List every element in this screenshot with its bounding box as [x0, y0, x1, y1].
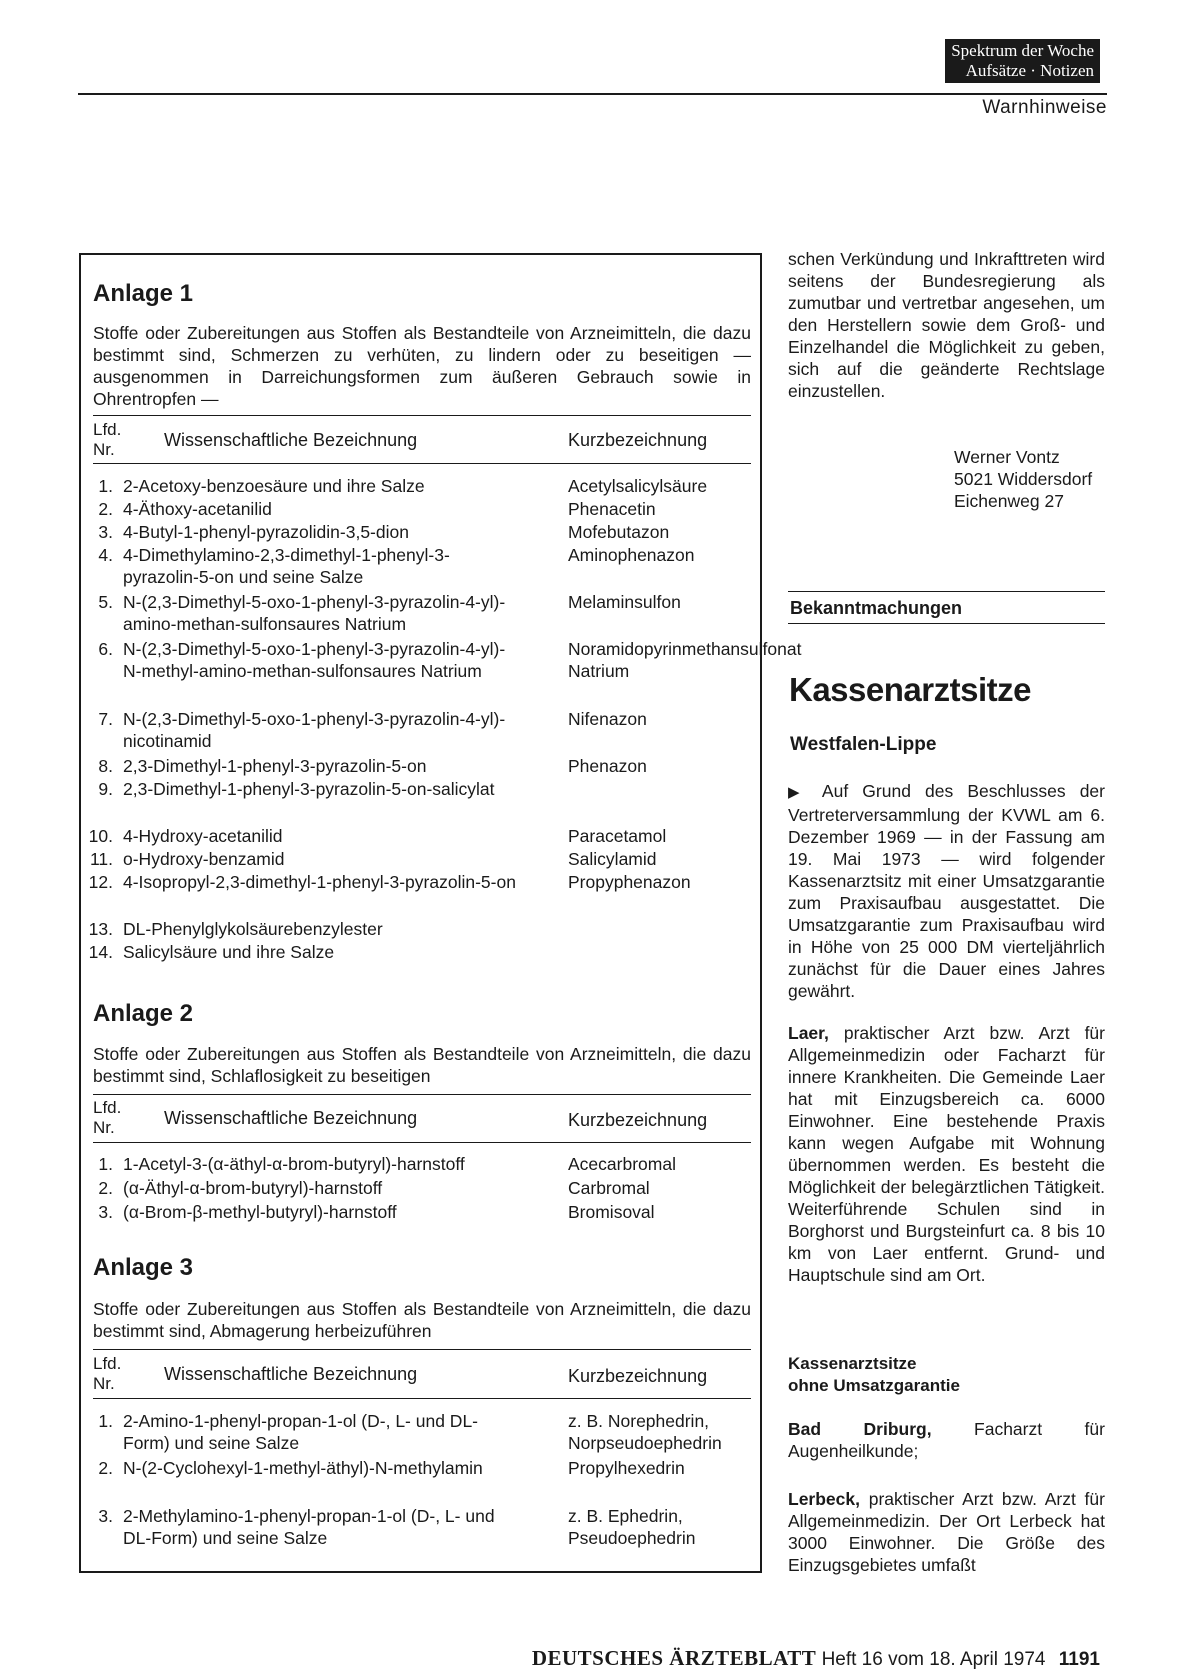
row-nr: 4. [98, 545, 113, 565]
paragraph-beschluss-text: Auf Grund des Beschlusses der Vertreterversammlung der KVWL am 6. Dezember 1969 — in der Fassung am 19. Mai 1973 — wird folgender Kassenarztsitz mit einer Umsatzgarantie zum Praxisaufbau ausgestattet. Die Umsatzgarantie zum Praxisaufbau wird in Höhe von 25 000 DM vierteljährlich zunächst für die Dauer eines Jahres gewährt. [788, 781, 1105, 1001]
row-nr: 3. [98, 522, 113, 542]
footer [532, 1646, 1100, 1671]
region-heading: Westfalen-Lippe [790, 734, 937, 755]
signature [954, 446, 1092, 512]
row-nr: 9. [98, 779, 113, 799]
header-rubric-line2: Aufsätze · Notizen [965, 61, 1094, 80]
row-wiss: (α-Brom-β-methyl-butyryl)-harnstoff [123, 1202, 397, 1222]
row-wiss: 2,3-Dimethyl-1-phenyl-3-pyrazolin-5-on-salicylat [123, 779, 495, 799]
row-kurz: Carbromal [568, 1178, 650, 1198]
row-kurz: Nifenazon [568, 709, 647, 729]
anlage3-title: Anlage 3 [93, 1254, 194, 1281]
anlage3-table-head-rule [93, 1398, 751, 1399]
anlage2-col-kurz: Kurzbezeichnung [568, 1110, 708, 1130]
anlage2-table-head-rule [93, 1142, 751, 1143]
row-nr: 6. [98, 639, 113, 659]
row-kurz: Acecarbromal [568, 1154, 676, 1174]
col-nr-line1: Lfd. [93, 1098, 122, 1117]
anlage1-table-head-rule [93, 463, 751, 464]
anlage3-col-wiss: Wissenschaftliche Bezeichnung [164, 1364, 418, 1384]
row-nr: 13. [88, 919, 113, 939]
footer-page-number: 1191 [1058, 1649, 1100, 1670]
row-wiss: DL-Phenylglykolsäurebenzylester [123, 919, 383, 939]
paragraph-bad-driburg [788, 1418, 1105, 1462]
row-kurz: Propyphenazon [568, 872, 691, 892]
row-wiss: 2-Amino-1-phenyl-propan-1-ol (D-, L- und DL-Form) und seine Salze [123, 1411, 479, 1453]
footer-issue: Heft 16 vom 18. April 1974 [821, 1649, 1046, 1670]
anlage3-desc: Stoffe oder Zubereitungen aus Stoffen als Bestandteile von Arzneimitteln, die dazu bestimmt sind, Abmagerung herbeizuführen [93, 1299, 751, 1341]
signature-name: Werner Vontz [954, 447, 1060, 467]
bad-driburg-name: Bad Driburg, [788, 1419, 932, 1439]
headline: Kassenarztsitze [789, 671, 1031, 708]
anlage1-desc: Stoffe oder Zubereitungen aus Stoffen als Bestandteile von Arzneimitteln, die dazu bestimmt sind, Schmerzen zu verhüten, zu lindern oder zu beseitigen — ausgenommen in Darreichungsformen zum äußeren Gebrauch sowie in Ohrentropfen — [93, 323, 751, 409]
anlage3-col-kurz: Kurzbezeichnung [568, 1366, 708, 1386]
row-kurz: Mofebutazon [568, 522, 670, 542]
lerbeck-name: Lerbeck, [788, 1489, 860, 1509]
row-nr: 2. [98, 1178, 113, 1198]
subheading-line2: ohne Umsatzgarantie [788, 1376, 960, 1395]
row-nr: 12. [88, 872, 113, 892]
laer-name: Laer, [788, 1023, 829, 1043]
row-wiss: 4-Isopropyl-2,3-dimethyl-1-phenyl-3-pyrazolin-5-on [123, 872, 516, 892]
signature-city: 5021 Widdersdorf [954, 469, 1093, 489]
signature-street: Eichenweg 27 [954, 491, 1064, 511]
bad-driburg-text: Facharzt für Augenheilkunde; [788, 1419, 1105, 1461]
row-nr: 3. [98, 1202, 113, 1222]
row-nr: 14. [88, 942, 113, 962]
section-heading: Bekanntmachungen [790, 598, 963, 618]
section-bottom-rule [788, 623, 1105, 624]
row-wiss: 1-Acetyl-3-(α-äthyl-α-brom-butyryl)-harnstoff [123, 1154, 465, 1174]
row-nr: 1. [98, 1154, 113, 1174]
row-wiss: Salicylsäure und ihre Salze [123, 942, 335, 962]
row-nr: 7. [98, 709, 113, 729]
anlage1-title: Anlage 1 [93, 280, 194, 307]
lerbeck-text: praktischer Arzt bzw. Arzt für Allgemeinmedizin. Der Ort Lerbeck hat 3000 Einwohner. Die Größe des Einzugsgebietes umfaßt [788, 1489, 1105, 1575]
header-rubric-box [945, 39, 1100, 83]
col-nr-line1: Lfd. [93, 1354, 122, 1373]
row-nr: 10. [88, 826, 113, 846]
row-wiss: 4-Dimethylamino-2,3-dimethyl-1-phenyl-3-pyrazolin-5-on und seine Salze [123, 545, 450, 587]
col-nr-line2: Nr. [93, 1374, 115, 1393]
row-wiss: 2-Acetoxy-benzoesäure und ihre Salze [123, 476, 425, 496]
anlage3-col-nr [93, 1354, 121, 1394]
row-kurz: Paracetamol [568, 826, 667, 846]
col-nr-line2: Nr. [93, 440, 115, 459]
subheading-line1: Kassenarztsitze [788, 1354, 917, 1373]
anlage2-table-top-rule [93, 1094, 751, 1095]
header-rubric-line1: Spektrum der Woche [951, 41, 1094, 60]
row-wiss: 4-Butyl-1-phenyl-pyrazolidin-3,5-dion [123, 522, 409, 542]
paragraph-beschluss [788, 780, 1105, 1002]
footer-magazine: DEUTSCHES ÄRZTEBLATT [531, 1646, 817, 1670]
anlage3-table-top-rule [93, 1349, 751, 1350]
row-nr: 3. [98, 1506, 113, 1526]
row-nr: 11. [89, 849, 113, 869]
row-wiss: N-(2-Cyclohexyl-1-methyl-äthyl)-N-methylamin [123, 1458, 483, 1478]
row-wiss: N-(2,3-Dimethyl-5-oxo-1-phenyl-3-pyrazolin-4-yl)-nicotinamid [123, 709, 506, 751]
section-top-rule [788, 591, 1105, 592]
anlage1-col-kurz: Kurzbezeichnung [568, 430, 708, 450]
row-nr: 2. [98, 499, 113, 519]
row-nr: 8. [98, 756, 113, 776]
row-kurz: Phenacetin [568, 499, 656, 519]
anlage1-table-top-rule [93, 415, 751, 416]
row-kurz: Acetylsalicylsäure [568, 476, 708, 496]
row-nr: 2. [98, 1458, 113, 1478]
row-kurz: Noramidopyrinmethansulfonat Natrium [568, 639, 802, 681]
row-kurz: Aminophenazon [568, 545, 695, 565]
row-kurz: z. B. Norephedrin, Norpseudoephedrin [568, 1411, 722, 1453]
anlage2-col-wiss: Wissenschaftliche Bezeichnung [164, 1108, 418, 1128]
row-wiss: 4-Äthoxy-acetanilid [123, 499, 272, 519]
col-nr-line1: Lfd. [93, 420, 122, 439]
anlage2-title: Anlage 2 [93, 1000, 194, 1027]
anlage1-col-wiss: Wissenschaftliche Bezeichnung [164, 430, 418, 450]
header-section: Warnhinweise [982, 97, 1107, 118]
row-nr: 1. [98, 1411, 113, 1431]
row-kurz: z. B. Ephedrin, Pseudoephedrin [568, 1506, 696, 1548]
row-wiss: N-(2,3-Dimethyl-5-oxo-1-phenyl-3-pyrazolin-4-yl)-amino-methan-sulfonsaures Natrium [123, 592, 506, 634]
paragraph-laer [788, 1022, 1105, 1286]
row-kurz: Melaminsulfon [568, 592, 681, 612]
triangle-right-icon: ▶ [788, 784, 809, 801]
row-wiss: o-Hydroxy-benzamid [123, 849, 285, 869]
row-kurz: Salicylamid [568, 849, 657, 869]
intro-paragraph: schen Verkündung und Inkrafttreten wird seitens der Bundesregierung als zumutbar und vertretbar angesehen, um den Herstellern sowie dem Groß- und Einzelhandel die Möglichkeit zu geben, sich auf die geänderte Rechtslage einzustellen. [788, 249, 1105, 401]
paragraph-lerbeck [788, 1488, 1105, 1576]
anlagen-box [79, 253, 802, 1573]
row-kurz: Propylhexedrin [568, 1458, 685, 1478]
row-kurz: Bromisoval [568, 1202, 655, 1222]
row-wiss: 2,3-Dimethyl-1-phenyl-3-pyrazolin-5-on [123, 756, 427, 776]
subheading-ohne-garantie [788, 1353, 1105, 1397]
row-kurz: Phenazon [568, 756, 647, 776]
row-wiss: (α-Äthyl-α-brom-butyryl)-harnstoff [123, 1178, 383, 1198]
row-wiss: N-(2,3-Dimethyl-5-oxo-1-phenyl-3-pyrazolin-4-yl)-N-methyl-amino-methan-sulfonsaures Natrium [123, 639, 506, 681]
row-wiss: 2-Methylamino-1-phenyl-propan-1-ol (D-, L- und DL-Form) und seine Salze [123, 1506, 495, 1548]
anlage2-desc: Stoffe oder Zubereitungen aus Stoffen als Bestandteile von Arzneimitteln, die dazu bestimmt sind, Schlaflosigkeit zu beseitigen [93, 1044, 751, 1086]
laer-text: praktischer Arzt bzw. Arzt für Allgemeinmedizin oder Facharzt für innere Krankheiten. Die Gemeinde Laer hat mit Einzugsbereich ca. 6000 Einwohner. Eine bestehende Praxis kann wegen Aufgabe mit Wohnung übernommen werden. Es besteht die Möglichkeit der belegärztlichen Tätigkeit. Weiterführende Schulen sind in Borghorst und Burgsteinfurt ca. 8 bis 10 km von Laer entfernt. Grund- und Hauptschule sind am Ort. [788, 1023, 1105, 1285]
col-nr-line2: Nr. [93, 1118, 115, 1137]
header-rule [78, 93, 1107, 95]
row-wiss: 4-Hydroxy-acetanilid [123, 826, 283, 846]
anlage1-col-nr [93, 420, 121, 460]
row-nr: 1. [98, 476, 113, 496]
row-nr: 5. [98, 592, 113, 612]
anlage2-col-nr [93, 1098, 121, 1138]
